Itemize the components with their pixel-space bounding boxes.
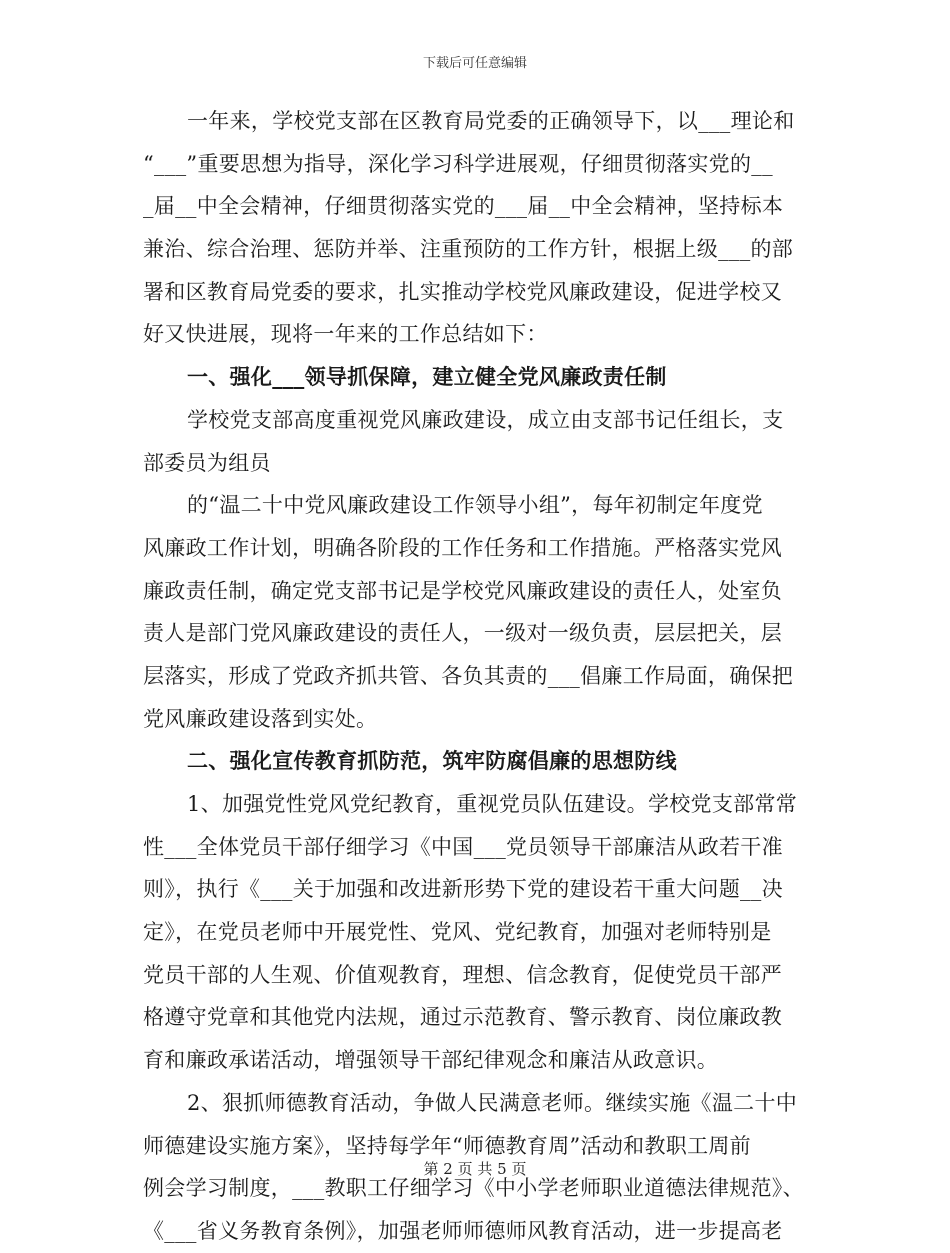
page-header: 下载后可任意编辑 xyxy=(422,56,527,71)
text-line: 则》，执行《___关于加强和改进新形势下党的建设若干重大问题__决 xyxy=(143,877,783,902)
text-line: 2、狠抓师德教育活动，争做人民满意老师。继续实施《温二十中 xyxy=(187,1090,798,1115)
text-line: 风廉政工作计划，明确各阶段的工作任务和工作措施。严格落实党风 xyxy=(143,535,782,560)
text-line: 党风廉政建设落到实处。 xyxy=(143,706,378,731)
text-line: 学校党支部高度重视党风廉政建设，成立由支部书记任组长，支 xyxy=(187,407,784,432)
text-line: 的“温二十中党风廉政建设工作领导小组”，每年初制定年度党 xyxy=(187,493,763,518)
text-line: 部委员为组员 xyxy=(143,450,271,475)
text-line: 例会学习制度，___教职工仔细学习《中小学老师职业道德法律规范》、 xyxy=(143,1176,804,1201)
text-line: 党员干部的人生观、价值观教育，理想、信念教育，促使党员干部严 xyxy=(143,962,782,987)
text-line: _届__中全会精神，仔细贯彻落实党的___届__中全会精神，坚持标本 xyxy=(143,194,784,219)
text-line: “___”重要思想为指导，深化学习科学进展观，仔细贯彻落实党的__ xyxy=(143,151,773,176)
text-line: 师德建设实施方案》，坚持每学年“师德教育周”活动和教职工周前 xyxy=(143,1133,751,1158)
text-line: 育和廉政承诺活动，增强领导干部纪律观念和廉洁从政意识。 xyxy=(143,1048,719,1073)
text-line: 廉政责任制，确定党支部书记是学校党风廉政建设的责任人，处室负 xyxy=(143,578,782,603)
text-line: 定》，在党员老师中开展党性、党风、党纪教育，加强对老师特别是 xyxy=(143,920,772,945)
text-line: 1、加强党性党风党纪教育，重视党员队伍建设。学校党支部常常 xyxy=(187,792,798,816)
text-line: 层落实，形成了党政齐抓共管、各负其责的___倡廉工作局面，确保把 xyxy=(143,663,794,688)
text-line: 署和区教育局党委的要求，扎实推动学校党风廉政建设，促进学校又 xyxy=(143,279,782,304)
text-line: 一年来，学校党支部在区教育局党委的正确领导下，以___理论和 xyxy=(187,109,795,133)
text-line: 责人是部门党风廉政建设的责任人，一级对一级负责，层层把关，层 xyxy=(143,621,782,646)
text-line: 性___全体党员干部仔细学习《中国___党员领导干部廉洁从政若干准 xyxy=(143,834,783,859)
document-body xyxy=(143,100,809,1253)
text-line: 好又快进展，现将一年来的工作总结如下： xyxy=(143,322,548,347)
section-heading: 一、强化___领导抓保障，建立健全党风廉政责任制 xyxy=(187,364,667,390)
text-line: 《___省义务教育条例》，加强老师师德师风教育活动，进一步提高老 xyxy=(143,1218,783,1243)
page-footer: 第 2 页 共 5 页 xyxy=(423,1160,527,1178)
section-heading: 二、强化宣传教育抓防范，筑牢防腐倡廉的思想防线 xyxy=(187,748,677,774)
text-line: 格遵守党章和其他党内法规，通过示范教育、警示教育、岗位廉政教 xyxy=(143,1005,782,1030)
text-line: 兼治、综合治理、惩防并举、注重预防的工作方针，根据上级___的部 xyxy=(143,237,794,262)
